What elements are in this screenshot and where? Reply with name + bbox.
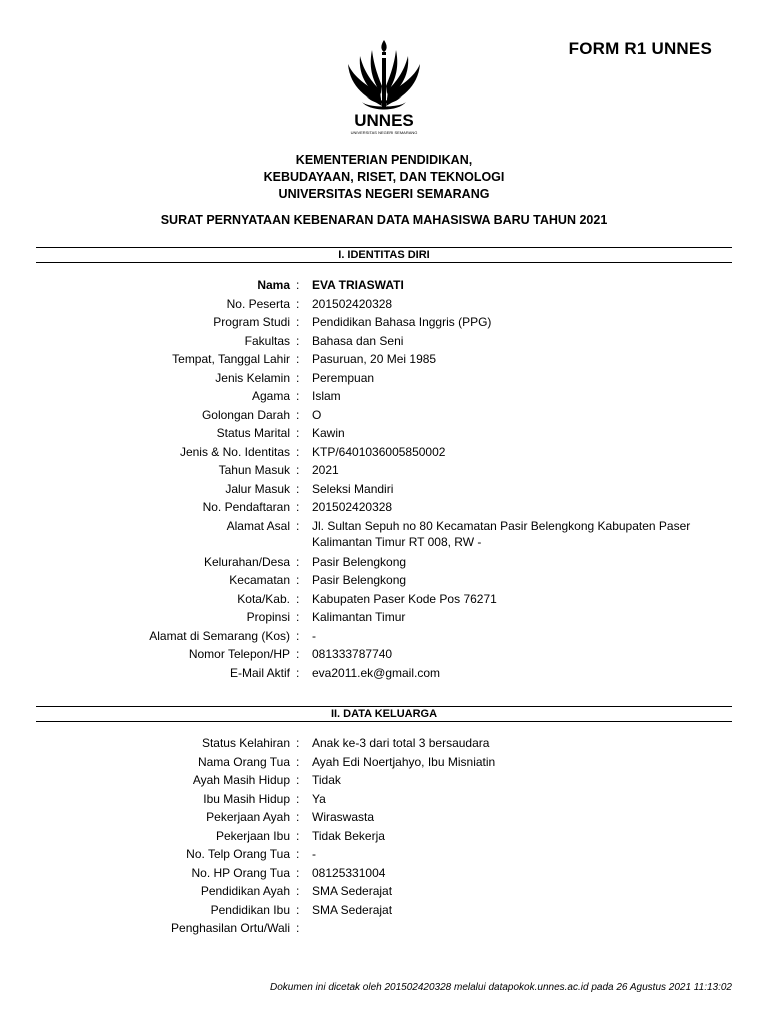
field-value: 081333787740	[312, 647, 393, 661]
field-label: Tempat, Tanggal Lahir	[172, 352, 290, 366]
field-row	[0, 808, 768, 827]
field-value: Kalimantan Timur	[312, 610, 406, 624]
field-separator: :	[296, 278, 300, 292]
field-label: Tahun Masuk	[218, 463, 290, 477]
field-value: Bahasa dan Seni	[312, 333, 404, 348]
field-row	[0, 919, 768, 938]
field-row	[0, 517, 768, 553]
section-heading-keluarga: II. DATA KELUARGA	[36, 706, 732, 722]
unnes-logo	[340, 38, 428, 138]
field-row	[0, 332, 768, 351]
field-label: Jenis Kelamin	[215, 370, 290, 385]
field-separator: :	[296, 333, 300, 348]
field-label: Fakultas	[244, 333, 290, 348]
field-value: 201502420328	[312, 296, 393, 311]
field-value: Anak ke-3 dari total 3 bersaudara	[312, 736, 490, 750]
field-value: Pasir Belengkong	[312, 554, 407, 569]
field-row	[0, 480, 768, 499]
field-row	[0, 753, 768, 772]
field-row	[0, 790, 768, 809]
field-separator: :	[296, 463, 300, 477]
field-row	[0, 498, 768, 517]
field-separator: :	[296, 518, 300, 533]
field-separator: :	[296, 736, 300, 750]
field-label: No. Peserta	[226, 296, 290, 311]
field-label: Penghasilan Ortu/Wali	[171, 921, 290, 935]
field-value: Wiraswasta	[312, 810, 375, 824]
field-label: Propinsi	[246, 610, 290, 624]
field-row	[0, 350, 768, 369]
field-label: Kelurahan/Desa	[203, 554, 290, 569]
field-value: KTP/6401036005850002	[312, 444, 446, 459]
field-value: Kawin	[312, 426, 345, 440]
field-label: No. HP Orang Tua	[191, 865, 290, 880]
field-value: -	[312, 628, 316, 643]
field-separator: :	[296, 500, 300, 514]
field-label: E-Mail Aktif	[229, 665, 290, 680]
field-label: Jenis & No. Identitas	[179, 444, 290, 459]
field-value: Ayah Edi Noertjahyo, Ibu Misniatin	[312, 754, 496, 769]
field-value: 2021	[312, 463, 339, 477]
field-row	[0, 424, 768, 443]
field-row	[0, 864, 768, 883]
field-separator: :	[296, 481, 300, 496]
field-separator: :	[296, 426, 300, 440]
field-value: Pasuruan, 20 Mei 1985	[312, 352, 437, 366]
identitas-rows	[0, 276, 768, 682]
field-separator: :	[296, 754, 300, 769]
keluarga-rows	[0, 734, 768, 938]
field-separator: :	[296, 610, 300, 624]
field-label: Ibu Masih Hidup	[203, 791, 290, 806]
field-value: Pendidikan Bahasa Inggris (PPG)	[312, 315, 492, 329]
field-separator: :	[296, 828, 300, 843]
field-row	[0, 590, 768, 609]
field-separator: :	[296, 773, 300, 787]
field-separator: :	[296, 921, 300, 935]
field-value: eva2011.ek@gmail.com	[312, 665, 441, 680]
header-line-2: KEBUDAYAAN, RISET, DAN TEKNOLOGI	[263, 170, 505, 184]
field-label: Kecamatan	[229, 573, 290, 587]
field-row	[0, 627, 768, 646]
field-row	[0, 276, 768, 295]
field-row	[0, 406, 768, 425]
field-row	[0, 461, 768, 480]
field-label: Pendidikan Ayah	[200, 884, 290, 898]
field-row	[0, 295, 768, 314]
field-label: Pendidikan Ibu	[210, 902, 290, 917]
field-label: Kota/Kab.	[237, 591, 290, 606]
field-value: Tidak Bekerja	[312, 828, 385, 843]
field-separator: :	[296, 315, 300, 329]
field-value: Seleksi Mandiri	[312, 481, 394, 496]
field-row	[0, 608, 768, 627]
header-line-1: KEMENTERIAN PENDIDIKAN,	[295, 153, 473, 167]
field-separator: :	[296, 573, 300, 587]
field-value: Perempuan	[312, 370, 375, 385]
field-separator: :	[296, 665, 300, 680]
print-footer: Dokumen ini dicetak oleh 201502420328 melalui datapokok.unnes.ac.id pada 26 Agustus 2021 11:13:02	[269, 982, 732, 993]
field-label: Ayah Masih Hidup	[192, 773, 290, 787]
field-row	[0, 771, 768, 790]
field-separator: :	[296, 444, 300, 459]
field-separator: :	[296, 352, 300, 366]
ministry-header	[0, 152, 768, 203]
field-row	[0, 443, 768, 462]
field-value: Tidak	[312, 773, 341, 787]
field-separator: :	[296, 591, 300, 606]
field-label: Alamat di Semarang (Kos)	[149, 628, 290, 643]
field-row	[0, 553, 768, 572]
field-separator: :	[296, 296, 300, 311]
field-label: Alamat Asal	[226, 518, 290, 533]
field-row	[0, 827, 768, 846]
field-separator: :	[296, 865, 300, 880]
field-separator: :	[296, 847, 300, 861]
field-row	[0, 882, 768, 901]
field-label: Jalur Masuk	[225, 481, 290, 496]
field-row	[0, 845, 768, 864]
field-separator: :	[296, 902, 300, 917]
field-separator: :	[296, 647, 300, 661]
field-separator: :	[296, 407, 300, 422]
statement-title: SURAT PERNYATAAN KEBENARAN DATA MAHASISWA BARU TAHUN 2021	[160, 213, 608, 227]
field-label: Nama Orang Tua	[197, 754, 290, 769]
field-row	[0, 387, 768, 406]
field-separator: :	[296, 628, 300, 643]
field-value: Kabupaten Paser Kode Pos 76271	[312, 591, 497, 606]
logo-text: UNNES	[354, 111, 414, 130]
field-row	[0, 734, 768, 753]
field-label: Nomor Telepon/HP	[188, 647, 290, 661]
field-row	[0, 664, 768, 683]
field-value: Pasir Belengkong	[312, 573, 407, 587]
field-label: No. Pendaftaran	[202, 500, 290, 514]
field-separator: :	[296, 791, 300, 806]
field-label: Status Marital	[216, 426, 290, 440]
field-label: Golongan Darah	[201, 407, 290, 422]
field-value: Islam	[312, 389, 341, 403]
field-separator: :	[296, 810, 300, 824]
field-value: Jl. Sultan Sepuh no 80 Kecamatan Pasir Belengkong Kabupaten Paser Kalimantan Timur RT 008, RW -	[312, 518, 691, 549]
field-row	[0, 645, 768, 664]
field-value: 08125331004	[312, 865, 386, 880]
field-row	[0, 313, 768, 332]
field-value: O	[312, 407, 322, 422]
section-heading-identitas: I. IDENTITAS DIRI	[36, 247, 732, 263]
logo-subtext: UNIVERSITAS NEGERI SEMARANG	[350, 130, 418, 135]
form-code: FORM R1 UNNES	[568, 39, 712, 58]
field-row	[0, 901, 768, 920]
field-label: Nama	[257, 278, 290, 292]
field-label: Agama	[251, 389, 290, 403]
field-separator: :	[296, 884, 300, 898]
field-label: No. Telp Orang Tua	[186, 847, 290, 861]
field-separator: :	[296, 389, 300, 403]
field-label: Pekerjaan Ibu	[215, 828, 290, 843]
field-value: EVA TRIASWATI	[312, 278, 404, 292]
field-label: Program Studi	[213, 315, 290, 329]
field-value: Ya	[312, 791, 326, 806]
header-line-3: UNIVERSITAS NEGERI SEMARANG	[278, 187, 490, 201]
field-separator: :	[296, 370, 300, 385]
field-separator: :	[296, 554, 300, 569]
field-row	[0, 369, 768, 388]
field-value: SMA Sederajat	[312, 884, 393, 898]
field-label: Pekerjaan Ayah	[206, 810, 290, 824]
field-value: -	[312, 847, 316, 861]
field-value: 201502420328	[312, 500, 393, 514]
field-row	[0, 571, 768, 590]
field-value: SMA Sederajat	[312, 902, 393, 917]
field-label: Status Kelahiran	[201, 736, 290, 750]
